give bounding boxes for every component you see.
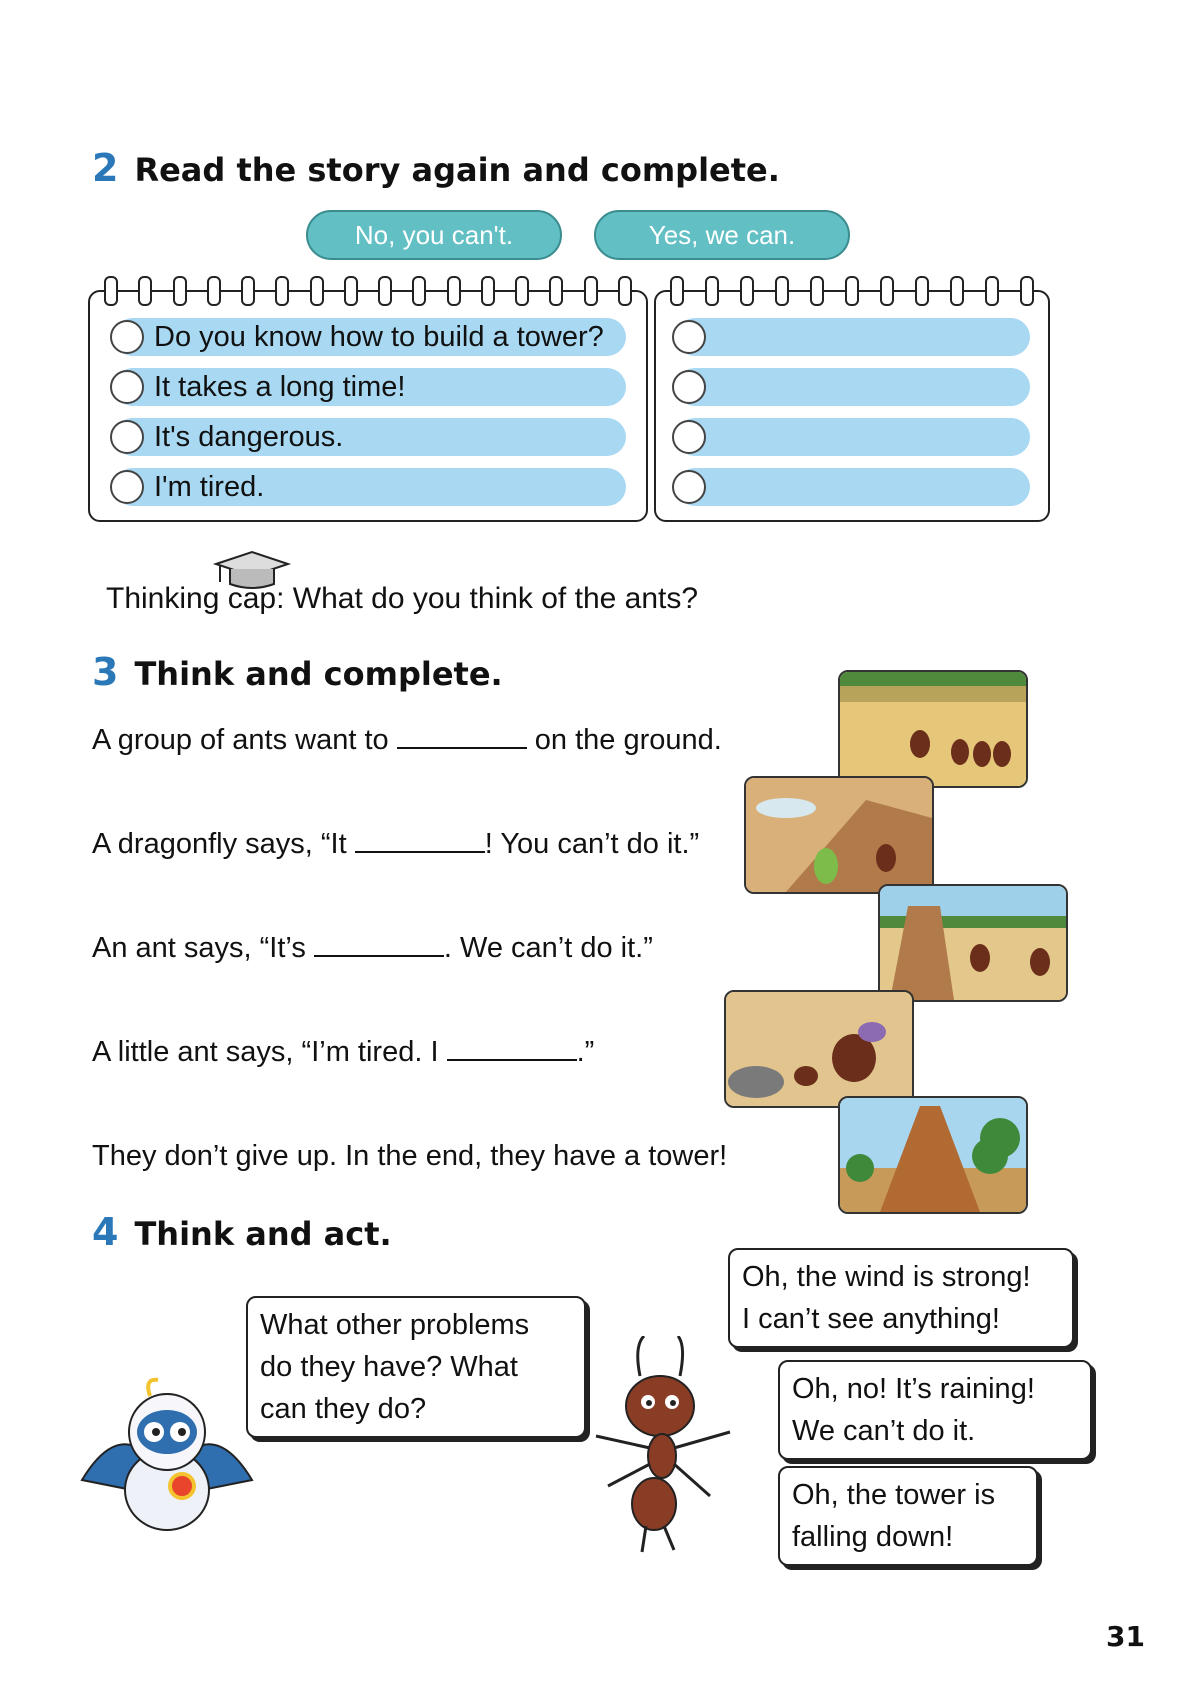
answer-circle[interactable] <box>110 470 144 504</box>
page-number: 31 <box>1106 1620 1145 1653</box>
blank-field[interactable] <box>397 727 527 749</box>
story-picture-3 <box>878 884 1068 1002</box>
bubble-line: Oh, the wind is strong! <box>742 1261 1031 1293</box>
notebook-rings <box>104 276 632 306</box>
story-row <box>114 318 626 356</box>
answer-circle[interactable] <box>672 470 706 504</box>
story-picture-5 <box>838 1096 1028 1214</box>
answer-circle[interactable] <box>672 320 706 354</box>
story-row <box>114 368 626 406</box>
bubble-line: What other problems <box>260 1309 530 1341</box>
row-text: I'm tired. <box>154 470 265 503</box>
answer-row[interactable] <box>676 368 1030 406</box>
section-title: Read the story again and complete. <box>134 151 780 189</box>
section-2-heading <box>92 146 780 190</box>
fill-line-3 <box>92 932 653 965</box>
row-text: It takes a long time! <box>154 370 406 403</box>
blank-field[interactable] <box>314 935 444 957</box>
section-4-heading <box>92 1210 392 1254</box>
section-title: Think and act. <box>134 1215 392 1253</box>
section-number: 2 <box>92 146 119 190</box>
story-picture-4 <box>724 990 914 1108</box>
line-before: A dragonfly says, “It <box>92 828 347 860</box>
line-after: ! You can’t do it.” <box>484 828 700 860</box>
answer-row[interactable] <box>676 418 1030 456</box>
blank-field[interactable] <box>355 831 485 853</box>
option-label: Yes, we can. <box>648 219 796 250</box>
option-pill-no[interactable] <box>306 210 562 260</box>
blank-field[interactable] <box>447 1039 577 1061</box>
answer-circle[interactable] <box>672 370 706 404</box>
notebook-rings <box>670 276 1034 306</box>
thinking-cap-question: What do you think of the ants? <box>292 582 699 615</box>
story-picture-2 <box>744 776 934 894</box>
story-row <box>114 418 626 456</box>
line-before: An ant says, “It’s <box>92 932 306 964</box>
robot-character-icon <box>72 1370 262 1544</box>
section-number: 4 <box>92 1210 119 1254</box>
answer-row[interactable] <box>676 318 1030 356</box>
line-before: A little ant says, “I’m tired. I <box>92 1036 439 1068</box>
line-after: .” <box>576 1036 595 1068</box>
notebook-left <box>88 290 648 522</box>
fill-line-2 <box>92 828 699 861</box>
bubble-line: can they do? <box>260 1393 427 1425</box>
robot-speech-bubble <box>246 1296 586 1438</box>
option-label: No, you can't. <box>354 219 514 250</box>
final-line: They don’t give up. In the end, they have a tower! <box>92 1140 728 1172</box>
answer-row[interactable] <box>676 468 1030 506</box>
bubble-line: falling down! <box>792 1521 954 1553</box>
line-after: . We can’t do it.” <box>443 932 653 964</box>
bubble-line: do they have? What <box>260 1351 518 1383</box>
ant-speech-bubble-2 <box>778 1360 1092 1460</box>
fill-line-1 <box>92 724 722 757</box>
row-text: Do you know how to build a tower? <box>154 320 604 353</box>
answer-circle[interactable] <box>672 420 706 454</box>
answer-circle[interactable] <box>110 420 144 454</box>
story-row <box>114 468 626 506</box>
thinking-cap-prompt <box>106 582 698 616</box>
notebook-right <box>654 290 1050 522</box>
bubble-line: I can’t see anything! <box>742 1303 1000 1335</box>
bubble-line: We can’t do it. <box>792 1415 976 1447</box>
bubble-line: Oh, no! It’s raining! <box>792 1373 1035 1405</box>
bubble-line: Oh, the tower is <box>792 1479 996 1511</box>
story-picture-1 <box>838 670 1028 788</box>
answer-circle[interactable] <box>110 370 144 404</box>
ant-character-icon <box>590 1336 750 1560</box>
line-before: A group of ants want to <box>92 724 389 756</box>
section-3-heading <box>92 650 503 694</box>
row-text: It's dangerous. <box>154 420 344 453</box>
fill-line-4 <box>92 1036 594 1069</box>
section-number: 3 <box>92 650 119 694</box>
option-pill-yes[interactable] <box>594 210 850 260</box>
thinking-cap-label: Thinking cap: <box>106 582 285 615</box>
section-title: Think and complete. <box>134 655 503 693</box>
ant-speech-bubble-3 <box>778 1466 1038 1566</box>
answer-circle[interactable] <box>110 320 144 354</box>
ant-speech-bubble-1 <box>728 1248 1074 1348</box>
line-after: on the ground. <box>534 724 722 756</box>
